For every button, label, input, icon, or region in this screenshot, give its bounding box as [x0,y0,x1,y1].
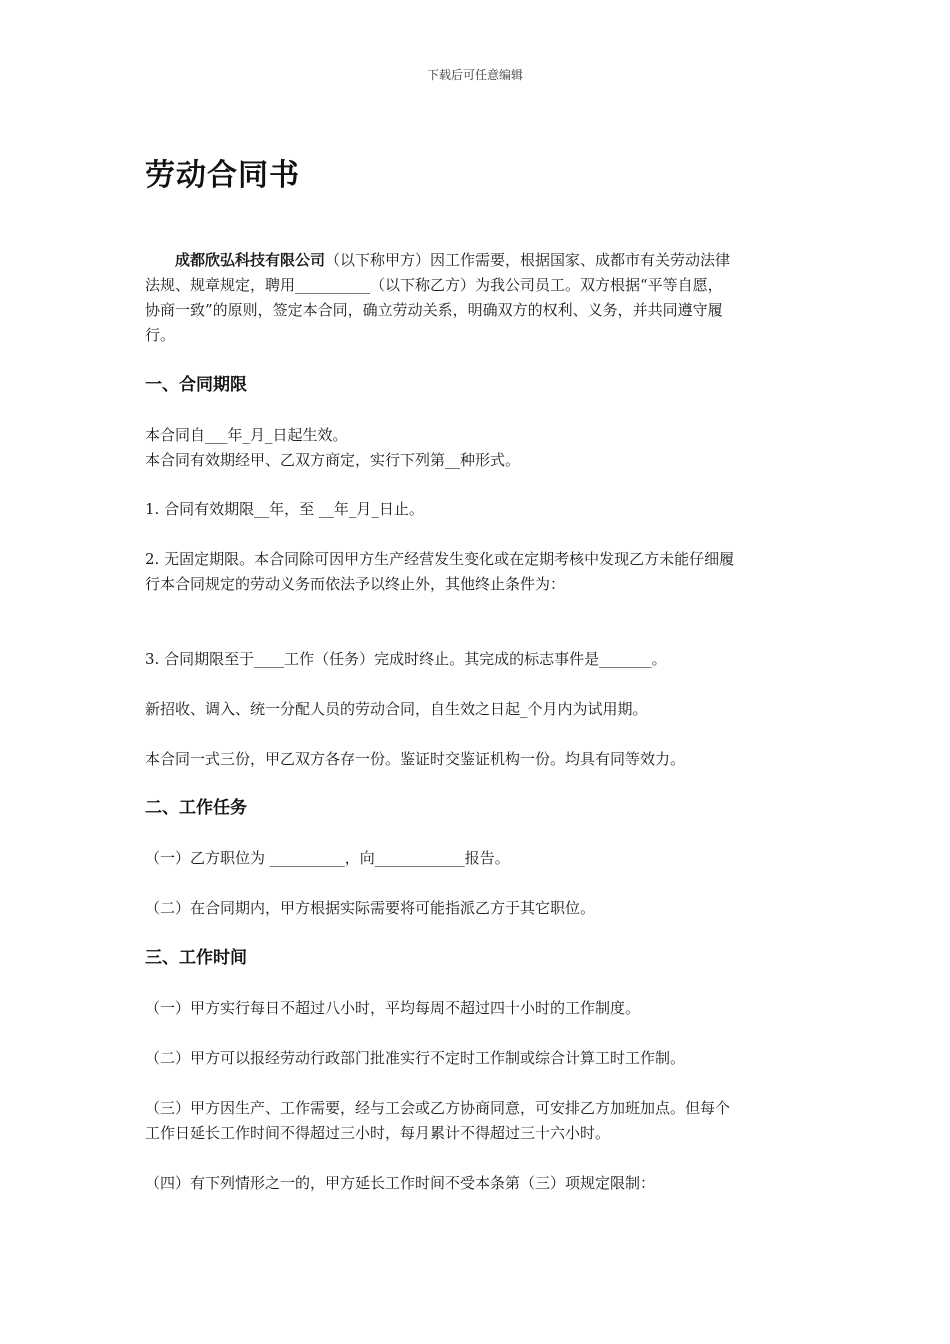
intro-text-1: （以下称甲方）因工作需要，根据国家、成都市有关劳动法律 [325,251,731,269]
effective-date-line: 本合同自___年_月_日起生效。 [145,426,348,444]
hours-item-3-line-2: 工作日延长工作时间不得超过三小时，每月累计不得超过三十六小时。 [145,1124,611,1142]
document-title: 劳动合同书 [145,158,300,193]
hours-item-3-line-1: （三）甲方因生产、工作需要，经与工会或乙方协商同意，可安排乙方加班加点。但每个 [145,1099,731,1117]
page-header-note: 下载后可任意编辑 [426,68,523,82]
probation-clause: 新招收、调入、统一分配人员的劳动合同，自生效之日起_个月内为试用期。 [145,700,648,718]
term-option-2-line-2: 行本合同规定的劳动义务而依法予以终止外，其他终止条件为： [145,575,566,593]
company-name: 成都欣弘科技有限公司 [175,251,326,269]
section-heading-hours: 三、工作时间 [145,948,247,968]
duty-item-1: （一）乙方职位为 __________，向____________报告。 [145,849,510,867]
term-option-3: 3. 合同期限至于____工作（任务）完成时终止。其完成的标志事件是_______。 [145,650,667,668]
term-option-1: 1. 合同有效期限__年，至 __年_月_日止。 [145,500,424,518]
intro-line-1 [145,248,840,273]
hours-item-1: （一）甲方实行每日不超过八小时，平均每周不超过四十小时的工作制度。 [145,999,641,1017]
duty-item-2: （二）在合同期内，甲方根据实际需要将可能指派乙方于其它职位。 [145,899,596,917]
term-form-line: 本合同有效期经甲、乙双方商定，实行下列第__种形式。 [145,451,521,469]
intro-line-3: 协商一致”的原则，签定本合同，确立劳动关系，明确双方的权利、义务，并共同遵守履 [145,301,723,319]
copies-clause: 本合同一式三份，甲乙双方各存一份。鉴证时交鉴证机构一份。均具有同等效力。 [145,750,686,768]
hours-item-4: （四）有下列情形之一的，甲方延长工作时间不受本条第（三）项规定限制： [145,1174,656,1192]
intro-line-4: 行。 [145,326,176,344]
section-heading-term: 一、合同期限 [145,375,247,395]
section-heading-duties: 二、工作任务 [145,798,247,818]
intro-line-2: 法规、规章规定，聘用__________（以下称乙方）为我公司员工。双方根据“平等自愿， [145,276,723,294]
hours-item-2: （二）甲方可以报经劳动行政部门批准实行不定时工作制或综合计算工时工作制。 [145,1049,686,1067]
term-option-2-line-1: 2. 无固定期限。本合同除可因甲方生产经营发生变化或在定期考核中发现乙方未能仔细履 [145,550,735,568]
